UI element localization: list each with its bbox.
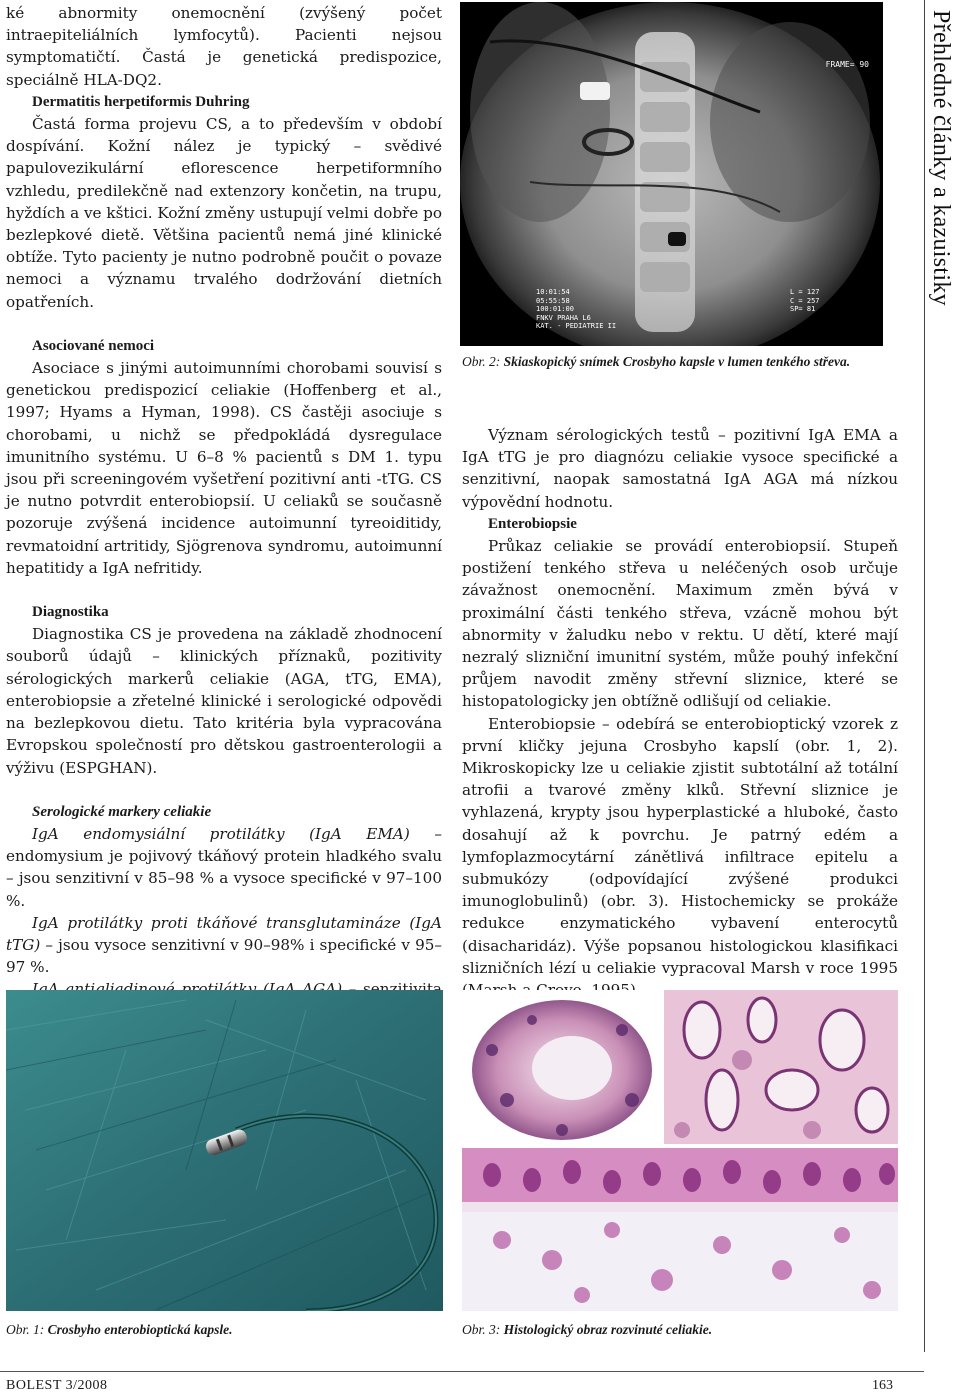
- journal-name: BOLEST 3/2008: [6, 1378, 108, 1393]
- fluoroscopy-image: [460, 2, 883, 346]
- heading-enterobiopsy: Enterobiopsie: [488, 515, 577, 532]
- paragraph-enterobiopsy-2: Enterobiopsie – odebírá se enterobioptický vzorek z první kličky jejuna Crosbyho kapslí (obr. 1, 2). Mikroskopicky lze u celiakie zjistit subtotální až totální atrofii a tvarové změny klků. Střevní sliznice je vyhlazená, krypty jsou hyperplastické a hluboké, často dosahují až k povrchu. Je patrný edém a lymfoplazmocytární zánětlivá infiltrace epitelu a submukózy (odpovídající zvýšené produkci imunoglobulinů) (obr. 3). Histochemicky se prokáže redukce enzymatického vybavení enterocytů (disacharidáz). Výše popsanou histologickou klasifikaci slizničních lézí u celiakie vypracoval Marsh v roce 1995: [462, 714, 898, 977]
- heading-diagnostics: Diagnostika: [32, 604, 109, 621]
- fluoroscopy-info-right: L = 127 C = 257 SP= 81: [790, 288, 820, 313]
- paragraph-enterobiopsy-1: Průkaz celiakie se provádí enterobiopsií. Stupeň postižení tenkého střeva u neléčených osob určuje závažnost onemocnění. Maximum změn bývá v proximální části tenkého střeva, vzácně mohou být abnormity v žaludku nebo v rektu. U dětí, které mají nezralý slizniční imunitní systém, může pouhý infekční průjem navodit změny střevní sliznice, které se histopatologicky jen obtížně odlišují od celiakie.: [462, 537, 898, 711]
- heading-dermatitis: Dermatitis herpetiformis Duhring: [32, 93, 250, 110]
- figure-3-caption: Obr. 3: Histologický obraz rozvinuté celiakie.: [462, 1322, 713, 1337]
- paragraph-associated-diseases: Asociace s jinými autoimunními chorobami souvisí s genetickou predispozicí celiakie (Hoffenberg et al., 1997; Hyams a Hyman, 1998). CS častěji asociuje s chorobami, u nichž se předpokládá dysregulace imunitního systému. U 6–8 % pacientů s DM 1. typu jsou při screeningovém vyšetření pozitivní anti -tTG. CS je nutno potvrdit enterobiopsií. U celiaků se současně pozoruje zvýšená incidence autoimunní tyreoiditidy, revmatoidní artritidy, Sjögrenova syndromu, autoimunní hepatitidy a IgA nefritidy.: [6, 359, 442, 577]
- paragraph-intro: ké abnormity onemocnění (zvýšený počet intraepiteliálních lymfocytů). Pacienti nejsou symptomatičtí. Častá je genetická predispozice, speciálně HLA-DQ2.: [6, 4, 442, 89]
- left-text-column: [6, 2, 442, 1067]
- paragraph-serology-significance: Význam sérologických testů – pozitivní IgA EMA a IgA tTG je pro diagnózu celiakie vysoce specifické a senzitivní, naopak samostatná IgA AGA má nízkou výpovědní hodnotu.: [462, 426, 898, 511]
- section-title-vertical: Přehledné články a kazuistiky: [928, 10, 954, 306]
- figure-fluoroscopy-image: [460, 2, 883, 346]
- paragraph-diagnostics: Diagnostika CS je provedena na základě zhodnocení souborů údajů – klinických příznaků, pozitivity sérologických markerů celiakie (AGA, tTG, EMA), enterobiopsie a zřetelné klinické i serologické odpovědi na bezlepkovou dietu. Tato kritéria byla vypracována Evropskou společností pro dětskou gastroenterologii a výživu (ESPGHAN).: [6, 625, 442, 777]
- crosby-capsule-image: [6, 990, 443, 1311]
- right-text-column: [462, 424, 898, 1001]
- marker-iga-ttg: IgA protilátky proti tkáňové transglutamináze (IgA tTG) – jsou vysoce senzitivní v 90–98% i specifické v 95–97 %.: [6, 913, 442, 977]
- marker-iga-ema: IgA endomysiální protilátky (IgA EMA) – endomysium je pojivový tkáňový protein hladkého svalu – jsou senzitivní v 85–98 % a vysoce specifické v 97–100 %.: [6, 824, 442, 910]
- fluoroscopy-frame-label: FRAME= 90: [825, 60, 869, 69]
- figure-histology-images: [462, 990, 898, 1311]
- figure-2-caption: Obr. 2: Skiaskopický snímek Crosbyho kapsle v lumen tenkého střeva.: [462, 354, 851, 369]
- fluoroscopy-info-left: 10:01:54 05:55:58 100:01:00 FNKV PRAHA L6 KAT. - PEDIATRIE II: [536, 288, 617, 330]
- figure-crosby-capsule-photo: [6, 990, 443, 1311]
- footer-divider: [0, 1371, 924, 1372]
- paragraph-dermatitis: Častá forma projevu CS, a to především v období dospívání. Kožní nález je typický – svědivé papulovezikulární eflorescence herpetiformního vzhledu, predilekčně nad extenzory končetin, na trupu, hyždích a ve kštici. Kožní změny ustupují velmi dobře po bezlepkové dietě. Většina pacientů nemá jiné klinické obtíže. Tyto pacienty je nutno podrobně poučit o povaze nemoci a významu trvalého dodržování dietních opatřeních.: [6, 115, 442, 311]
- heading-associated-diseases: Asociované nemoci: [32, 337, 155, 354]
- page-number: 163: [872, 1378, 893, 1393]
- figure-1-caption: Obr. 1: Crosbyho enterobioptická kapsle.: [6, 1322, 233, 1337]
- heading-serological-markers: Serologické markery celiakie: [32, 803, 212, 820]
- histology-image: [462, 990, 898, 1311]
